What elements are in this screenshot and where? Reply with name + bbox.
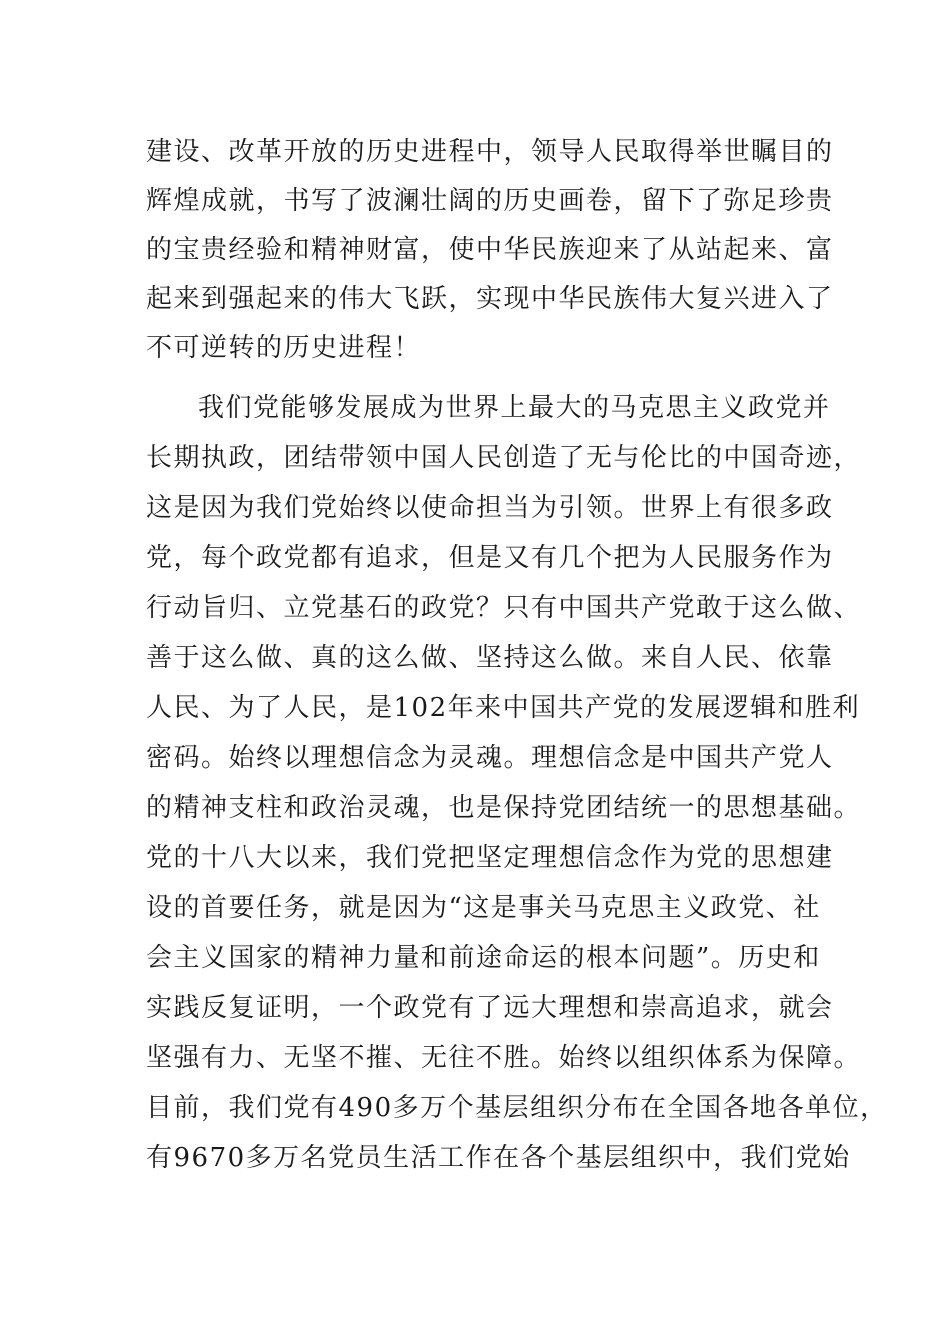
- text-line: 的精神支柱和政治灵魂，也是保持党团结统一的思想基础。: [146, 793, 862, 823]
- text-line: 密码。始终以理想信念为灵魂。理想信念是中国共产党人: [146, 743, 834, 773]
- text-line: 行动旨归、立党基石的政党？只有中国共产党敢于这么做、: [146, 593, 862, 623]
- text-line: 起来到强起来的伟大飞跃，实现中华民族伟大复兴进入了: [146, 284, 834, 314]
- text-line: 目前，我们党有490多万个基层组织分布在全国各地各单位，: [146, 1093, 888, 1123]
- text-line: 党的十八大以来，我们党把坚定理想信念作为党的思想建: [146, 843, 834, 873]
- text-line: 党，每个政党都有追求，但是又有几个把为人民服务作为: [146, 543, 834, 573]
- text-line: 不可逆转的历史进程！: [146, 333, 422, 363]
- text-line: 会主义国家的精神力量和前途命运的根本问题”。历史和: [146, 943, 821, 973]
- text-line: 实践反复证明，一个政党有了远大理想和崇高追求，就会: [146, 993, 834, 1023]
- text-line: 的宝贵经验和精神财富，使中华民族迎来了从站起来、富: [146, 235, 834, 265]
- text-line: 善于这么做、真的这么做、坚持这么做。来自人民、依靠: [146, 643, 834, 673]
- text-line: 有9670多万名党员生活工作在各个基层组织中，我们党始: [146, 1143, 851, 1173]
- text-line: 坚强有力、无坚不摧、无往不胜。始终以组织体系为保障。: [146, 1043, 862, 1073]
- text-line: 建设、改革开放的历史进程中，领导人民取得举世瞩目的: [146, 137, 834, 167]
- text-line: 辉煌成就，书写了波澜壮阔的历史画卷，留下了弥足珍贵: [146, 186, 834, 216]
- paragraph-first-line: 我们党能够发展成为世界上最大的马克思主义政党并: [198, 393, 831, 423]
- text-line: 这是因为我们党始终以使命担当为引领。世界上有很多政: [146, 493, 834, 523]
- text-line: 长期执政，团结带领中国人民创造了无与伦比的中国奇迹，: [146, 443, 862, 473]
- text-line: 设的首要任务，就是因为“这是事关马克思主义政党、社: [146, 893, 821, 923]
- text-line: 人民、为了人民，是102年来中国共产党的发展逻辑和胜利: [146, 693, 861, 723]
